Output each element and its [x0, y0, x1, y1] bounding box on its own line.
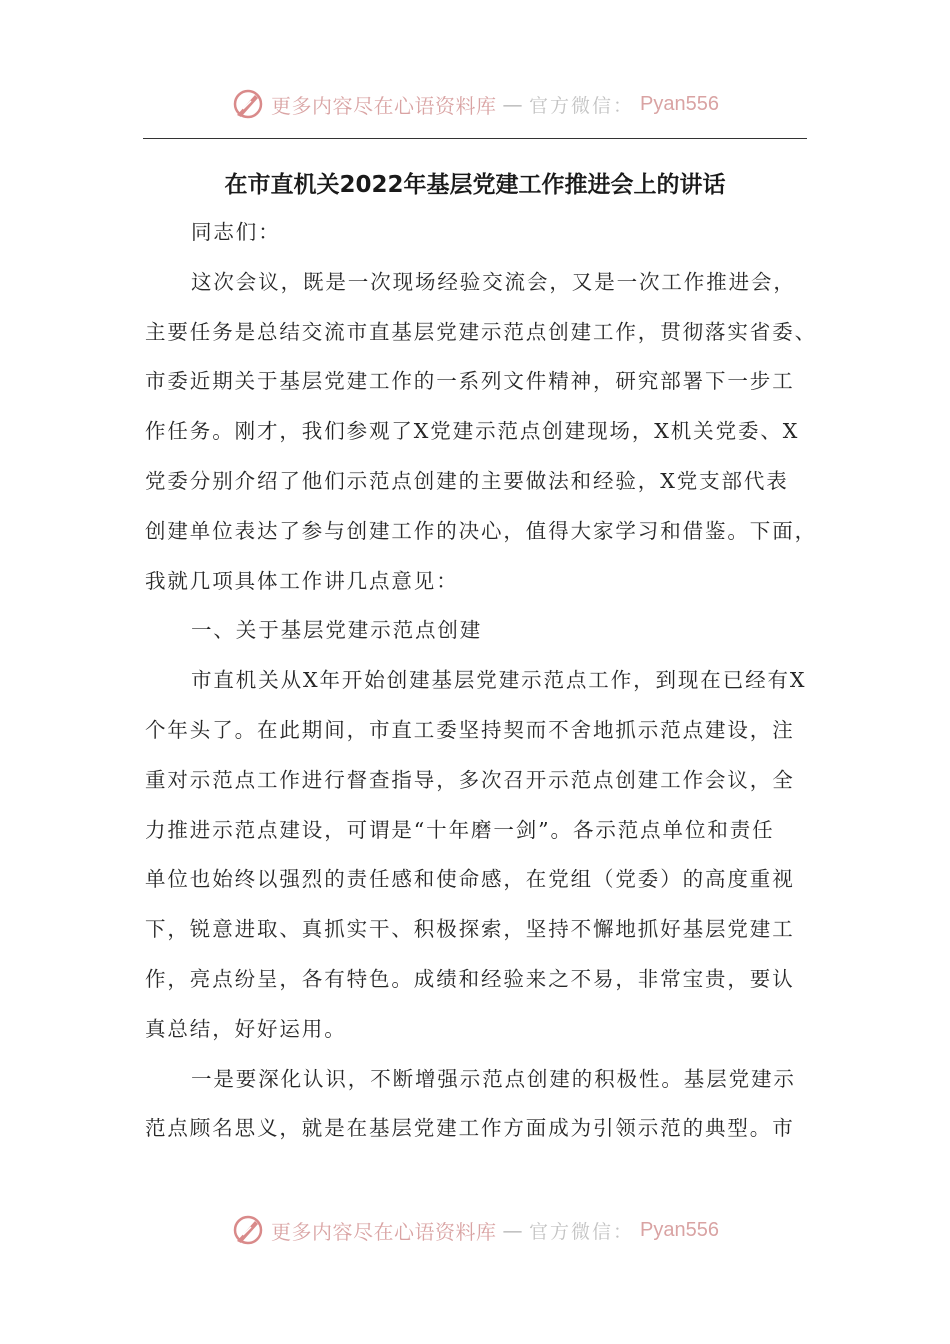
paragraph-line: 下，锐意进取、真抓实干、积极探索，坚持不懈地抓好基层党建工: [145, 917, 795, 942]
paragraph-line: 我就几项具体工作讲几点意见：: [145, 568, 459, 593]
paragraph-line: 市直机关从X年开始创建基层党建示范点工作，到现在已经有X: [191, 668, 807, 693]
watermark-dash: —: [502, 1218, 523, 1242]
salutation: 同志们：: [191, 220, 281, 244]
paragraph-line: 党委分别介绍了他们示范点创建的主要做法和经验，X党支部代表: [145, 468, 789, 493]
paragraph-line: 这次会议，既是一次现场经验交流会，又是一次工作推进会，: [191, 269, 796, 294]
paragraph-line: 作任务。刚才，我们参观了X党建示范点创建现场，X机关党委、X: [145, 419, 800, 444]
paragraph-line: 单位也始终以强烈的责任感和使命感，在党组（党委）的高度重视: [145, 867, 795, 892]
watermark-text: 更多内容尽在心语资料库: [271, 93, 497, 118]
paragraph-line: 力推进示范点建设，可谓是“十年磨一剑”。各示范点单位和责任: [145, 817, 775, 842]
section-heading: 一、关于基层党建示范点创建: [191, 618, 483, 643]
watermark-wechat-id: Pyan556: [640, 1218, 719, 1241]
watermark-dash: —: [502, 92, 523, 116]
watermark-wechat-label: 官方微信：: [529, 94, 635, 117]
quill-logo-icon: [231, 87, 265, 121]
header-divider: [143, 138, 807, 139]
document-body: [145, 211, 825, 1157]
watermark-wechat-id: Pyan556: [640, 92, 719, 115]
paragraph-line: 真总结，好好运用。: [145, 1016, 347, 1041]
watermark-wechat-label: 官方微信：: [529, 1220, 635, 1243]
paragraph-line: 市委近期关于基层党建工作的一系列文件精神，研究部署下一步工: [145, 369, 795, 394]
footer-watermark: [0, 1208, 950, 1252]
document-title: 在市直机关2022年基层党建工作推进会上的讲话: [224, 172, 726, 198]
paragraph-line: 重对示范点工作进行督查指导，多次召开示范点创建工作会议，全: [145, 767, 795, 792]
watermark-text: 更多内容尽在心语资料库: [271, 1219, 497, 1244]
header-watermark: [0, 82, 950, 126]
paragraph-line: 个年头了。在此期间，市直工委坚持契而不舍地抓示范点建设，注: [145, 717, 795, 742]
paragraph-line: 主要任务是总结交流市直基层党建示范点创建工作，贯彻落实省委、: [145, 319, 817, 344]
quill-logo-icon: [231, 1213, 265, 1247]
paragraph-line: 作，亮点纷呈，各有特色。成绩和经验来之不易，非常宝贵，要认: [145, 966, 795, 991]
paragraph-line: 范点顾名思义，就是在基层党建工作方面成为引领示范的典型。市: [145, 1116, 795, 1141]
paragraph-line: 一是要深化认识，不断增强示范点创建的积极性。基层党建示: [191, 1066, 796, 1091]
paragraph-line: 创建单位表达了参与创建工作的决心，值得大家学习和借鉴。下面，: [145, 518, 817, 543]
